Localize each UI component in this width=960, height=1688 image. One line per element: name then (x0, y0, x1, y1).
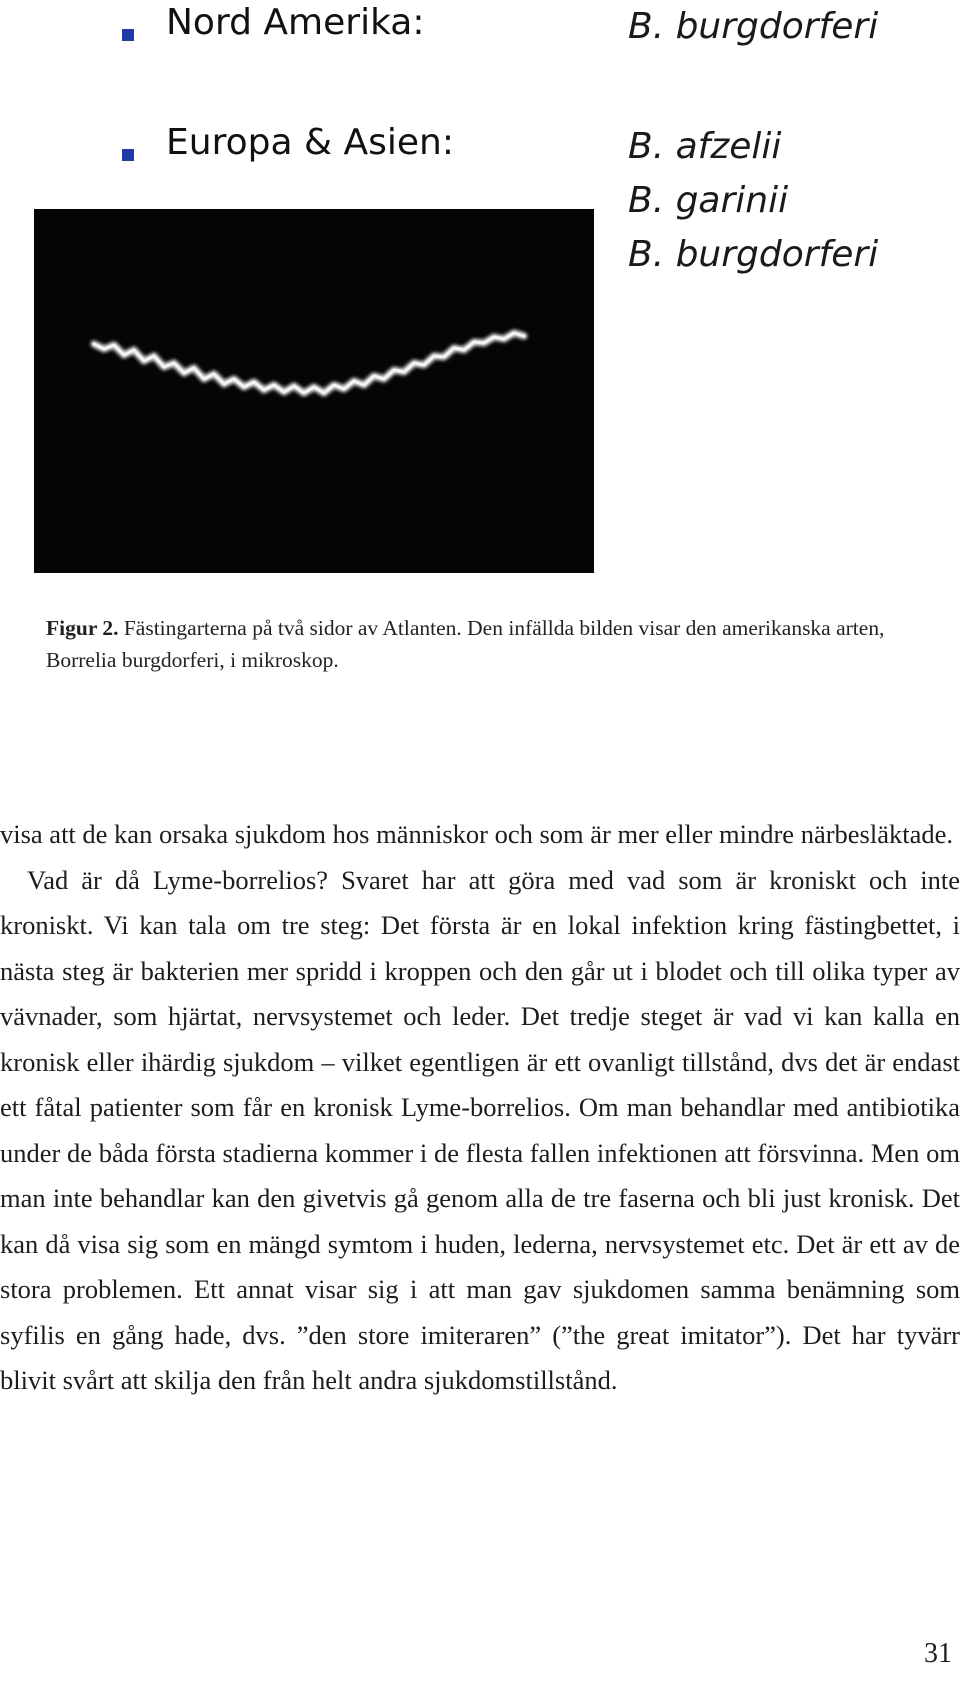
figure-2 (0, 0, 960, 600)
paragraph: Vad är då Lyme-borrelios? Svaret har att göra med vad som är kroniskt och inte kroniskt. Vi kan tala om tre steg: Det första är en lokal infektion kring fästingbettet, i nästa steg är bakterien mer spridd i kroppen och den går ut i blodet och till olika typer av vävnader, som hjärtat, nervsystemet och leder. Det tredje steget är vad vi kan kalla en kronisk eller ihärdig sjukdom – vilket egentligen är ett ovanligt tillstånd, dvs det är endast ett fåtal patienter som får en kronisk Lyme-borrelios. Om man behandlar med antibiotika under de båda första stadierna kommer i de flesta fallen infektionen att försvinna. Men om man inte behandlar kan den givetvis gå genom alla de tre faserna och bli just kronisk. Det kan då visa sig som en mängd symtom i huden, lederna, nervsystemet etc. Det är ett av de stora problemen. Ett annat visar sig i att man gav sjukdomen samma benämning som syfilis en gång hade, dvs. ”den store imiteraren” (”the great imitator”). Det har tyvärr blivit svårt att skilja den från helt andra sjukdomstillstånd. (0, 864, 960, 1395)
species-list-north-america (628, 0, 878, 54)
page-number: 31 (924, 1638, 952, 1669)
species-list-europe-asia (628, 120, 878, 282)
figure-caption (46, 612, 926, 676)
species-name: B. garinii (628, 180, 789, 221)
region-label-europe-asia: Europa & Asien: (166, 122, 454, 163)
bullet-icon (122, 149, 134, 161)
body-text (0, 812, 960, 1404)
figure-label: Figur 2. (46, 616, 119, 640)
bullet-icon (122, 29, 134, 41)
microscope-photo (34, 209, 594, 573)
caption-text: Fästingarterna på två sidor av Atlanten. Den infällda bilden visar den amerikanska arten, Borrelia burgdorferi, i mikroskop. (46, 616, 885, 672)
spirochete-image (34, 209, 594, 573)
species-name: B. afzelii (628, 126, 782, 167)
region-label-north-america: Nord Amerika: (166, 2, 425, 43)
species-name: B. burgdorferi (628, 6, 879, 47)
paragraph: visa att de kan orsaka sjukdom hos människor och som är mer eller mindre närbesläktade. (0, 819, 953, 849)
species-name: B. burgdorferi (628, 234, 879, 275)
